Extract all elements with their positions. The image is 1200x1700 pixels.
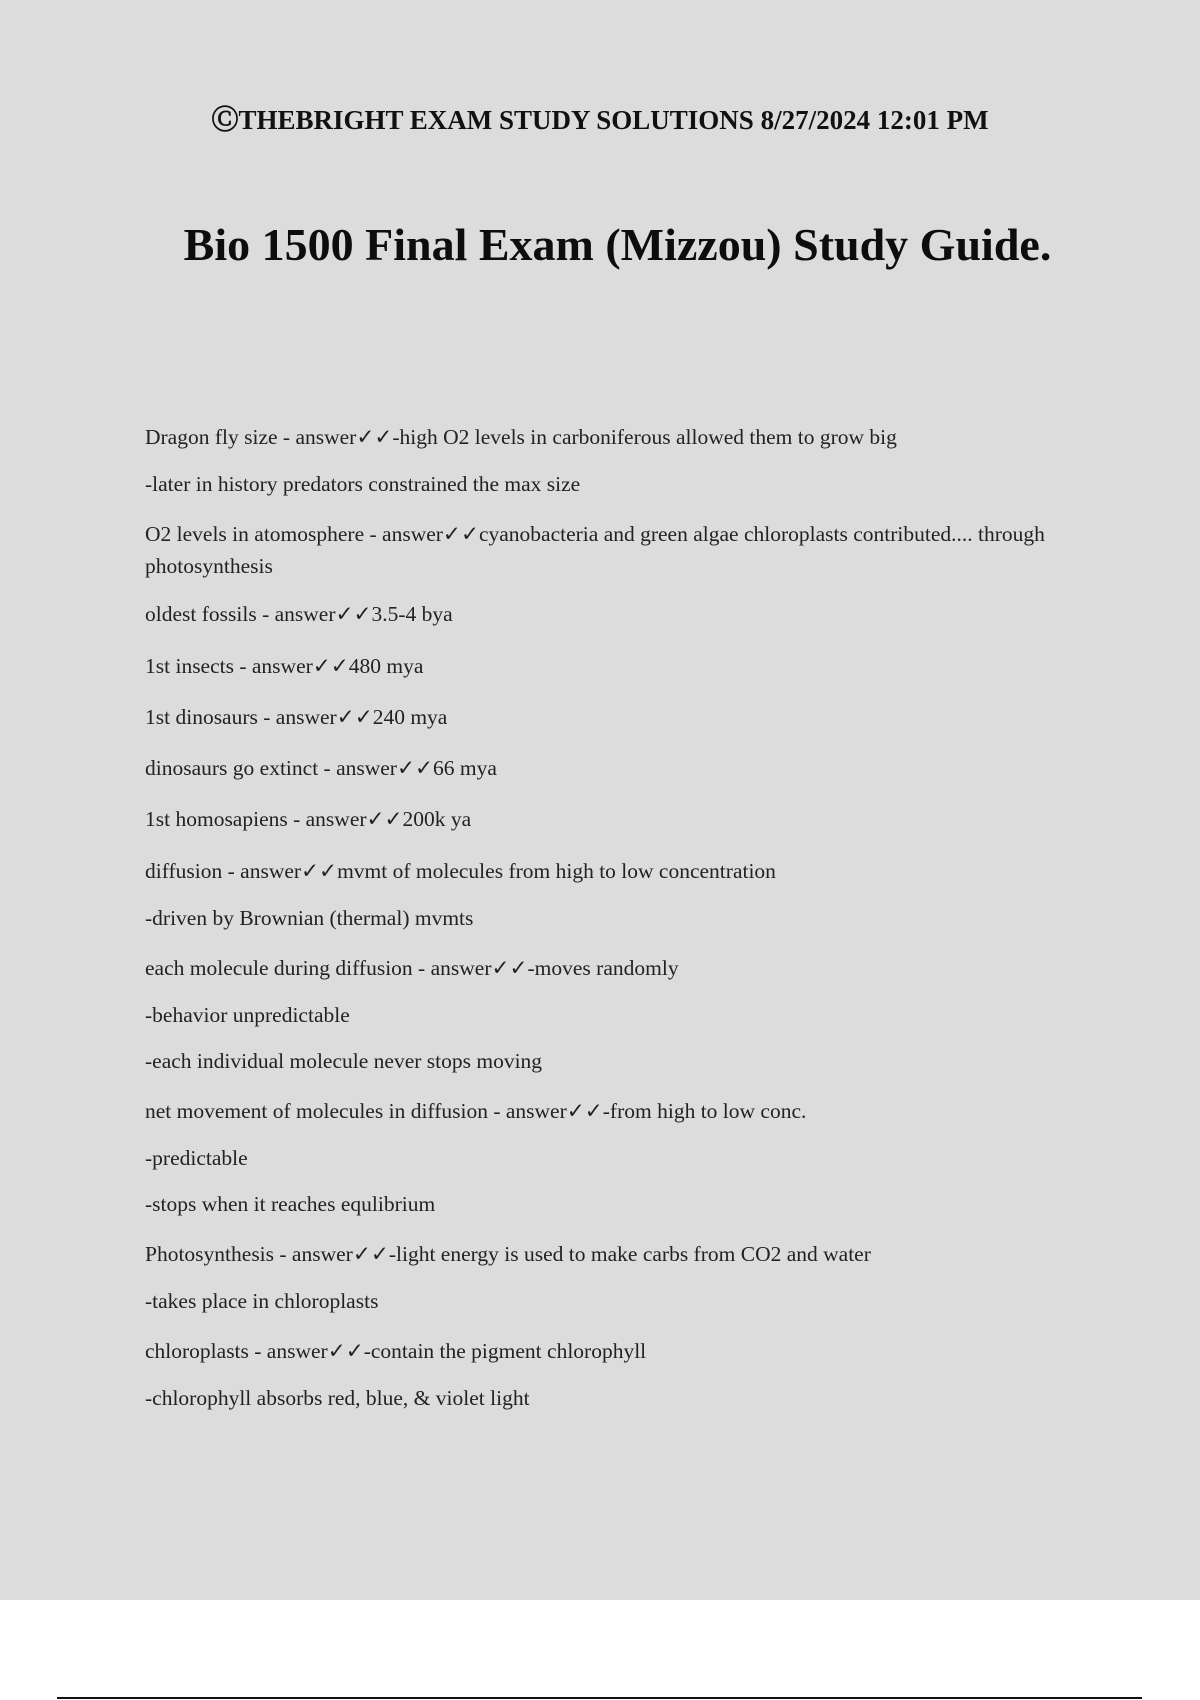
entry-dinosaurs-extinct: dinosaurs go extinct - answer✓✓66 mya <box>145 756 497 780</box>
entry-diffusion-note: -driven by Brownian (thermal) mvmts <box>145 906 474 930</box>
document-title: Bio 1500 Final Exam (Mizzou) Study Guide. <box>183 219 1052 270</box>
entry-molecule-diffusion: each molecule during diffusion - answer✓✓-moves randomly <box>145 956 679 980</box>
page-header: ⒸTHEBRIGHT EXAM STUDY SOLUTIONS 8/27/2024 12:01 PM <box>211 105 989 135</box>
entry-o2-levels: O2 levels in atomosphere - answer✓✓cyanobacteria and green algae chloroplasts contributed.... through photosynthesis <box>145 522 1045 578</box>
entry-dragonfly-size: Dragon fly size - answer✓✓-high O2 levels in carboniferous allowed them to grow big <box>145 425 897 449</box>
entry-oldest-fossils: oldest fossils - answer✓✓3.5-4 bya <box>145 602 453 626</box>
entry-photosynthesis: Photosynthesis - answer✓✓-light energy is used to make carbs from CO2 and water <box>145 1242 871 1266</box>
entry-predictable-note: -predictable <box>145 1146 248 1170</box>
entry-chloroplasts: chloroplasts - answer✓✓-contain the pigment chlorophyll <box>145 1339 647 1363</box>
entry-net-movement: net movement of molecules in diffusion - answer✓✓-from high to low conc. <box>145 1099 807 1123</box>
entry-diffusion: diffusion - answer✓✓mvmt of molecules from high to low concentration <box>145 859 776 883</box>
entry-first-homosapiens: 1st homosapiens - answer✓✓200k ya <box>145 807 472 831</box>
entry-behavior-note: -behavior unpredictable <box>145 1003 350 1027</box>
entry-dragonfly-note: -later in history predators constrained the max size <box>145 472 581 496</box>
entry-chloroplasts-note: -takes place in chloroplasts <box>145 1289 379 1313</box>
entry-equilibrium-note: -stops when it reaches equlibrium <box>145 1192 436 1216</box>
entry-molecule-moving-note: -each individual molecule never stops moving <box>145 1049 543 1073</box>
footer-divider <box>57 1697 1142 1699</box>
entry-first-dinosaurs: 1st dinosaurs - answer✓✓240 mya <box>145 705 448 729</box>
entry-chlorophyll-note: -chlorophyll absorbs red, blue, & violet light <box>145 1386 530 1410</box>
entry-first-insects: 1st insects - answer✓✓480 mya <box>145 654 424 678</box>
